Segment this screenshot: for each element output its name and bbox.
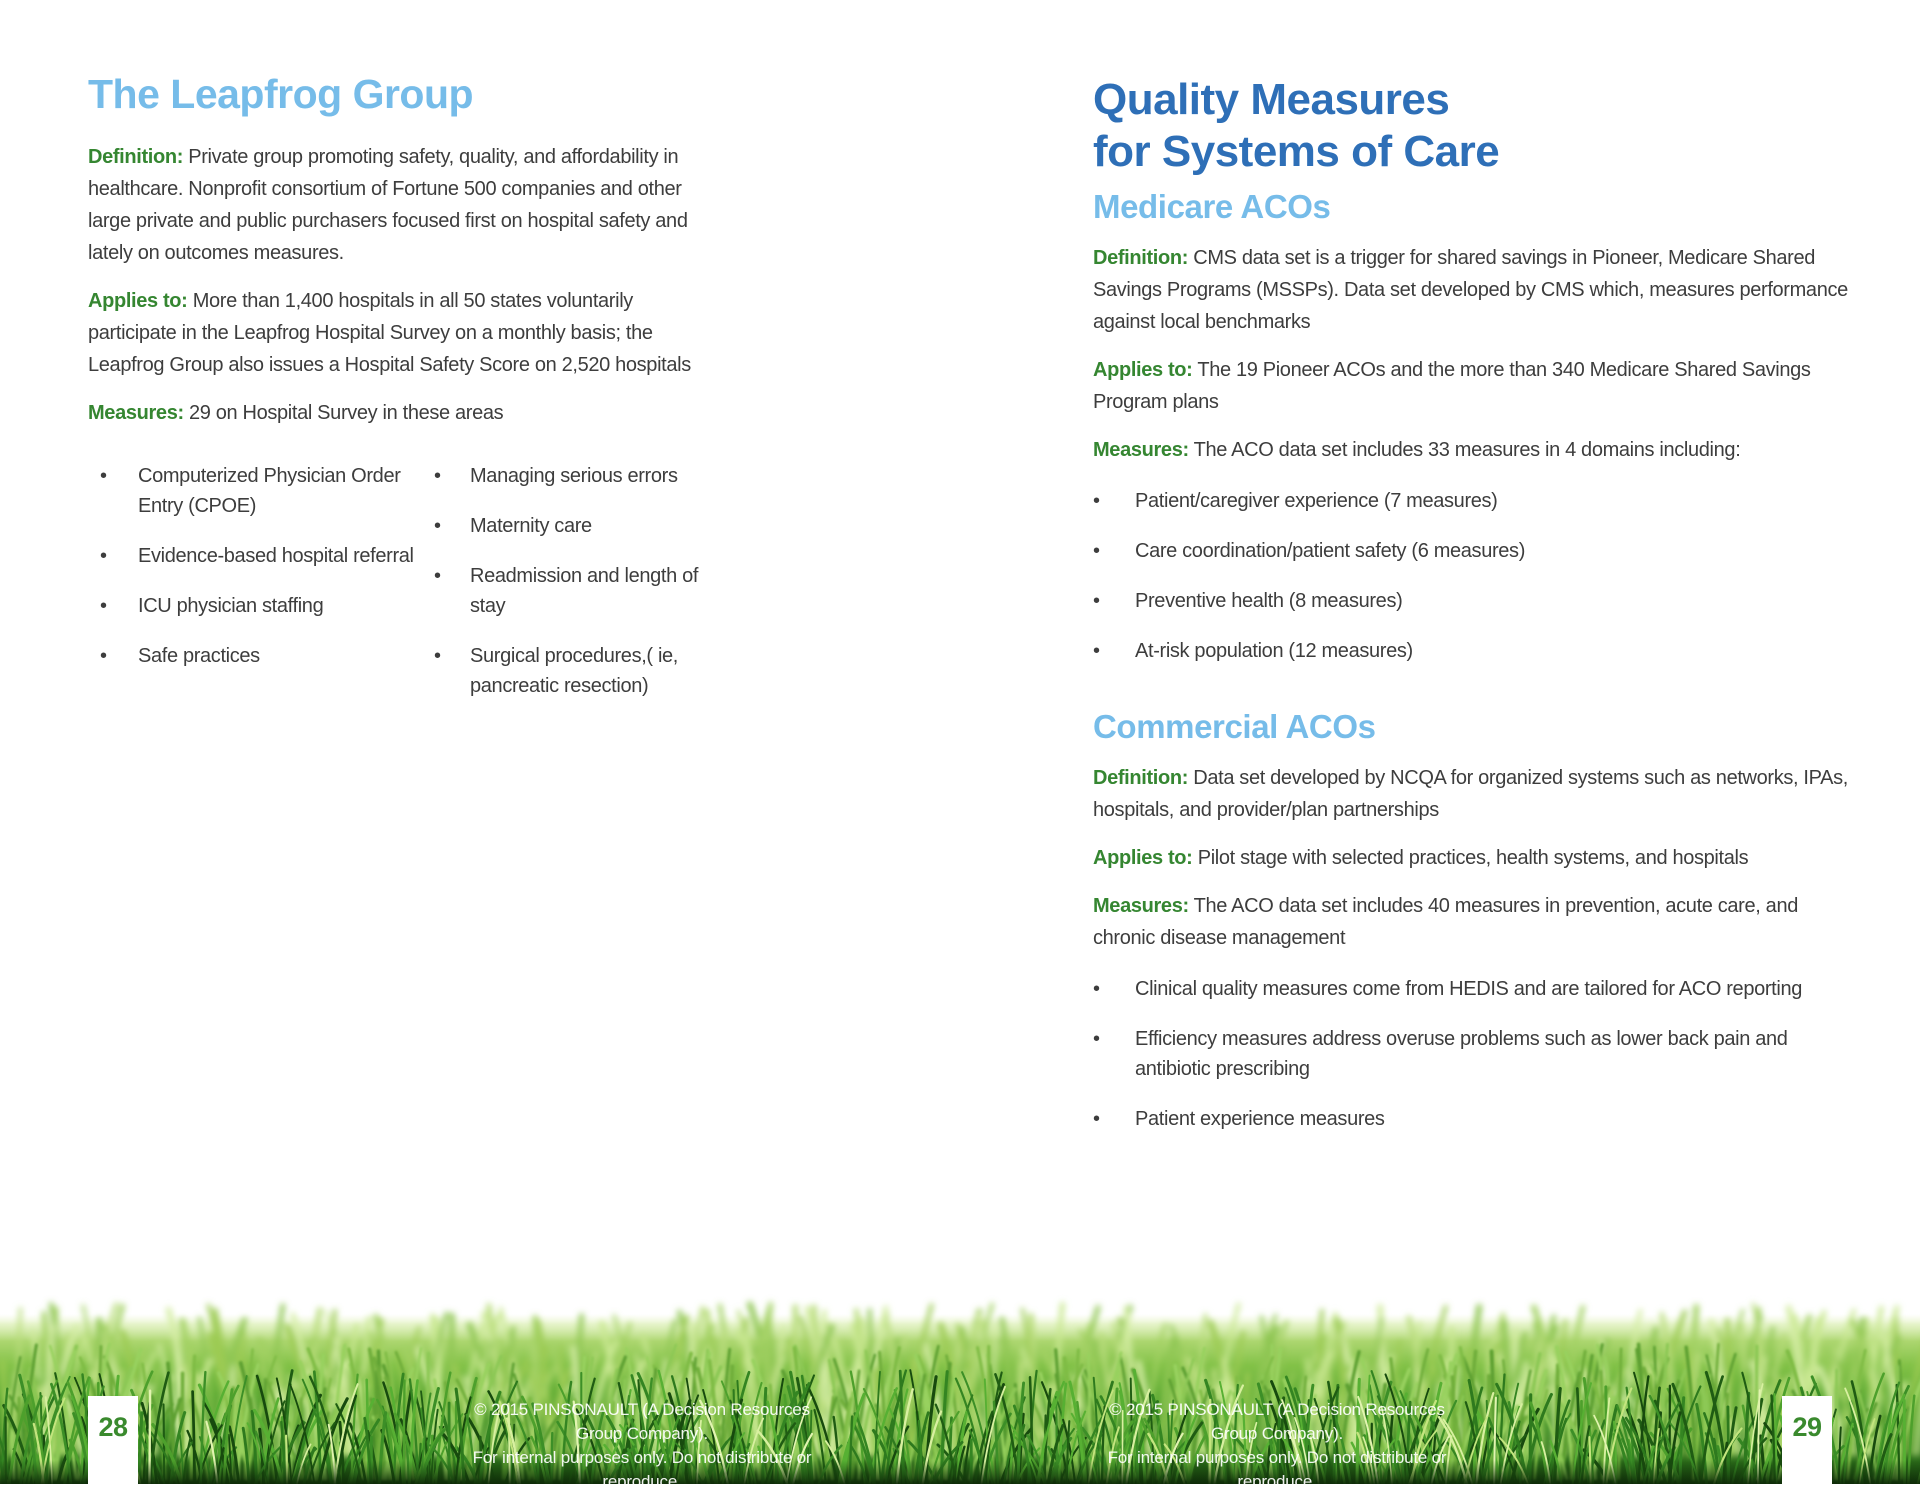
definition-text: Data set developed by NCQA for organized systems such as networks, IPAs, hospitals, and provider/plan partnerships [1093, 766, 1848, 821]
applies-label: Applies to: [1093, 358, 1193, 381]
definition-paragraph [1093, 242, 1853, 338]
section-heading-medicare-acos: Medicare ACOs [1093, 187, 1331, 225]
grass-photo [0, 1284, 1920, 1484]
bullet-list-column-2 [426, 461, 720, 721]
list-item: • Preventive health (8 measures) [1093, 586, 1853, 616]
measures-paragraph [88, 397, 720, 429]
medicare-bullet-list [1093, 486, 1853, 666]
applies-label: Applies to: [88, 290, 188, 313]
measures-text: The ACO data set includes 33 measures in 4 domains including: [1193, 438, 1741, 461]
footer-line-1: © 2015 PINSONAULT (A Decision Resources Group Company). [474, 1400, 810, 1443]
applies-text: Pilot stage with selected practices, health systems, and hospitals [1197, 846, 1749, 869]
list-item: • Patient/caregiver experience (7 measures) [1093, 486, 1853, 516]
page-number-28 [88, 1396, 138, 1484]
grass-image [0, 1284, 1920, 1484]
measures-label: Measures: [88, 402, 184, 425]
list-item: • Surgical procedures,( ie, pancreatic resection) [426, 641, 720, 701]
list-item: • Clinical quality measures come from HEDIS and are tailored for ACO reporting [1093, 974, 1853, 1004]
page-title-quality-measures [1093, 74, 1853, 178]
definition-paragraph [88, 141, 720, 269]
measures-bullet-columns [88, 445, 720, 721]
definition-text: Private group promoting safety, quality, and affordability in healthcare. Nonprofit consortium of Fortune 500 companies and other large private and public purchasers focused first on hospital safety and lately on outcomes measures. [88, 146, 688, 265]
list-item: • ICU physician staffing [88, 591, 426, 621]
definition-label: Definition: [1093, 766, 1189, 789]
page-number-29 [1782, 1396, 1832, 1484]
page-title-leapfrog: The Leapfrog Group [88, 71, 474, 117]
footer-line-1: © 2015 PINSONAULT (A Decision Resources Group Company). [1109, 1400, 1445, 1443]
page-number-label: 29 [1792, 1412, 1822, 1442]
definition-text: CMS data set is a trigger for shared savings in Pioneer, Medicare Shared Savings Programs (MSSPs). Data set developed by CMS which, measures performance against local benchmarks [1093, 246, 1848, 333]
section-heading-commercial-acos: Commercial ACOs [1093, 707, 1376, 745]
definition-label: Definition: [88, 146, 184, 169]
page-28-content [88, 72, 720, 721]
list-item: • Safe practices [88, 641, 426, 671]
measures-paragraph [1093, 890, 1853, 954]
list-item: • Maternity care [426, 511, 720, 541]
definition-label: Definition: [1093, 246, 1189, 269]
applies-paragraph [88, 285, 720, 381]
definition-paragraph [1093, 762, 1853, 826]
measures-text: The ACO data set includes 40 measures in prevention, acute care, and chronic disease management [1093, 894, 1799, 949]
footer-line-2: For internal purposes only. Do not distribute or reproduce. [472, 1448, 812, 1491]
applies-paragraph [1093, 842, 1853, 874]
applies-text: The 19 Pioneer ACOs and the more than 340 Medicare Shared Savings Program plans [1093, 358, 1811, 413]
list-item: • Managing serious errors [426, 461, 720, 491]
list-item: • At-risk population (12 measures) [1093, 636, 1853, 666]
commercial-bullet-list [1093, 974, 1853, 1134]
page-number-label: 28 [98, 1412, 128, 1442]
measures-label: Measures: [1093, 894, 1189, 917]
applies-text: More than 1,400 hospitals in all 50 states voluntarily participate in the Leapfrog Hospital Survey on a monthly basis; the Leapfrog Group also issues a Hospital Safety Score on 2,520 hospitals [88, 290, 691, 377]
list-item: • Readmission and length of stay [426, 561, 720, 621]
bullet-list-column-1 [88, 461, 426, 721]
applies-paragraph [1093, 354, 1853, 418]
footer-copyright-right [1087, 1398, 1467, 1494]
page-29-content [1093, 74, 1853, 1154]
measures-text: 29 on Hospital Survey in these areas [189, 402, 504, 425]
list-item: • Care coordination/patient safety (6 measures) [1093, 536, 1853, 566]
page-title-line-2: for Systems of Care [1093, 126, 1500, 176]
list-item: • Patient experience measures [1093, 1104, 1853, 1134]
list-item: • Evidence-based hospital referral [88, 541, 426, 571]
measures-paragraph [1093, 434, 1853, 466]
list-item: • Efficiency measures address overuse problems such as lower back pain and antibiotic prescribing [1093, 1024, 1853, 1084]
footer-copyright-left [452, 1398, 832, 1494]
footer-line-2: For internal purposes only. Do not distribute or reproduce. [1107, 1448, 1447, 1491]
grass-shadow [0, 1460, 1920, 1484]
measures-label: Measures: [1093, 438, 1189, 461]
page-title-line-1: Quality Measures [1093, 75, 1450, 124]
applies-label: Applies to: [1093, 846, 1193, 869]
list-item: • Computerized Physician Order Entry (CPOE) [88, 461, 426, 521]
